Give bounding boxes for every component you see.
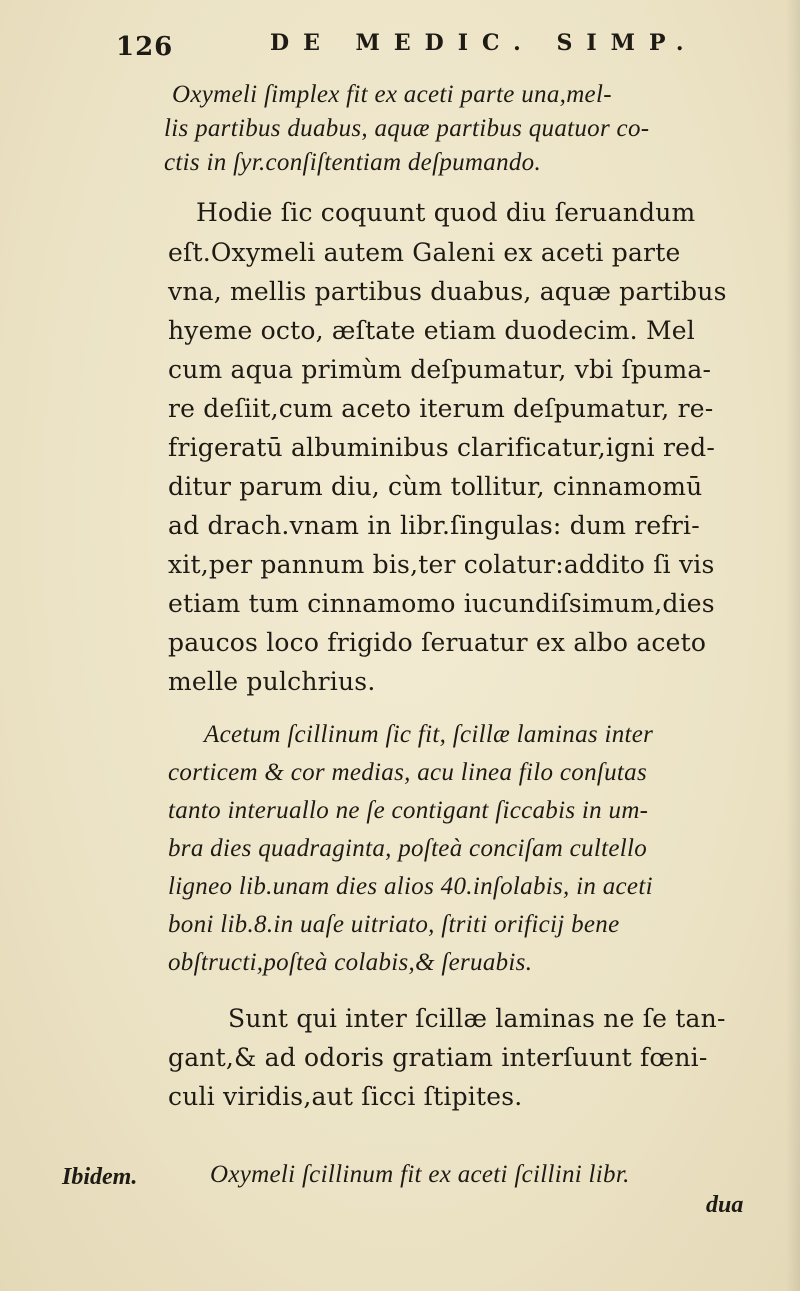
text-line: culi viridis,aut ſicci ſtipites. bbox=[168, 1082, 523, 1111]
text-line: lis partibus duabus, aquæ partibus quatuor co- bbox=[164, 115, 650, 142]
text-line: corticem & cor medias, acu linea filo conſutas bbox=[168, 759, 647, 786]
margin-note: Ibidem. bbox=[62, 1164, 138, 1190]
text-line: vna, mellis partibus duabus, aquæ partibus bbox=[168, 277, 727, 306]
text-line: ligneo lib.unam dies alios 40.inſolabis, in aceti bbox=[168, 873, 653, 900]
text-line: bra dies quadraginta, poſteà conciſam cultello bbox=[168, 835, 648, 862]
text-line: gant,& ad odoris gratiam interſuunt fœni- bbox=[168, 1043, 708, 1072]
text-line: eſt.Oxymeli autem Galeni ex aceti parte bbox=[168, 238, 681, 267]
page-number: 126 bbox=[116, 32, 174, 62]
page-header bbox=[0, 18, 800, 62]
text-line: cum aqua primùm deſpumatur, vbi ſpuma- bbox=[168, 355, 712, 384]
text-line: ctis in ſyr.conſiſtentiam deſpumando. bbox=[164, 149, 542, 176]
text-line: tanto interuallo ne ſe contigant ſiccabis in um- bbox=[168, 797, 649, 824]
text-line: Hodie ſic coquunt quod diu ſeruandum bbox=[196, 198, 696, 227]
text-line: Sunt qui inter ſcillæ laminas ne ſe tan- bbox=[228, 1004, 726, 1033]
text-line: paucos loco frigido ſeruatur ex albo aceto bbox=[168, 628, 707, 657]
text-line: Acetum ſcillinum ſic fit, ſcillæ laminas inter bbox=[204, 721, 654, 748]
text-line: Oxymeli ſcillinum fit ex aceti ſcillini libr. bbox=[210, 1161, 630, 1188]
text-line: re deſiit,cum aceto iterum deſpumatur, re- bbox=[168, 394, 714, 423]
text-line: xit,per pannum bis,ter colatur:addito ſi vis bbox=[168, 550, 715, 579]
text-line: frigeratū albuminibus clarificatur,igni red- bbox=[168, 433, 715, 462]
text-line: ditur parum diu, cùm tollitur, cinnamomū bbox=[168, 472, 703, 501]
text-line: melle pulchrius. bbox=[168, 667, 376, 696]
text-line: boni lib.8.in uaſe uitriato, ſtriti orificij bene bbox=[168, 911, 620, 938]
running-title: DE MEDIC. SIMP. bbox=[270, 30, 698, 56]
catchword: dua bbox=[706, 1192, 744, 1218]
text-line: hyeme octo, æſtate etiam duodecim. Mel bbox=[168, 316, 695, 345]
text-line: ad drach.vnam in libr.ſingulas: dum refri- bbox=[168, 511, 700, 540]
text-line: Oxymeli ſimplex fit ex aceti parte una,mel- bbox=[172, 81, 612, 108]
text-line: etiam tum cinnamomo iucundiſsimum,dies bbox=[168, 589, 715, 618]
page-edge-shadow bbox=[786, 0, 800, 1291]
text-line: obſtructi,poſteà colabis,& ſeruabis. bbox=[168, 949, 533, 976]
